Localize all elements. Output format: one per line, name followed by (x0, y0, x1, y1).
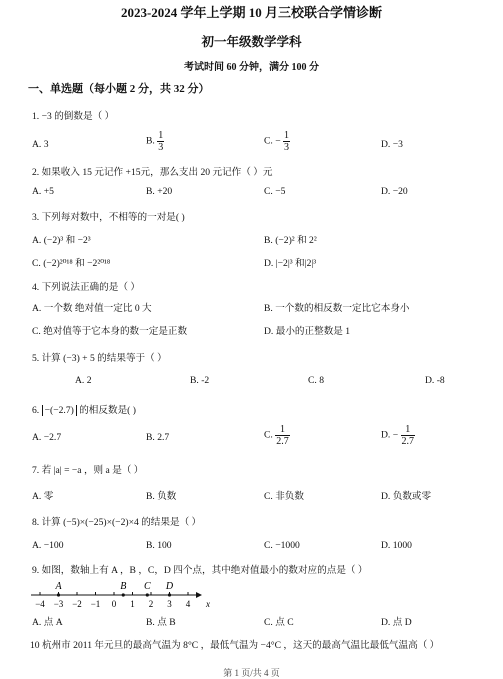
option-c-label: C. (264, 429, 273, 441)
question-text: 的相反数是( ) (79, 405, 136, 416)
fraction-neg-one-over-2-7 (401, 424, 416, 447)
fraction-numerator: 1 (401, 424, 416, 436)
question-9-stem: 9. 如图，数轴上有 A ，B ，C，D 四个点，其中绝对值最小的数对应的点是（ ） (32, 565, 368, 576)
number-line-tick-label: 0 (111, 599, 117, 609)
number-line-point-c (146, 593, 149, 596)
number-line-point-d (168, 593, 171, 596)
exam-title: 2023-2024 学年上学期 10 月三校联合学情诊断 (120, 5, 383, 20)
number-line-point-label: D (165, 581, 174, 592)
question-2-option-d: D. −20 (381, 186, 408, 197)
absolute-value-expression: −(−2.7) (42, 405, 77, 416)
question-6-option-c (264, 424, 290, 447)
question-5-option-a: A. 2 (75, 375, 92, 386)
number-line-point-a (57, 593, 60, 596)
question-6-option-b: B. 2.7 (146, 432, 170, 443)
question-8-option-a: A. −100 (32, 540, 64, 551)
question-5-option-b: B. -2 (190, 375, 210, 386)
question-10-stem: 10 杭州市 2011 年元旦的最高气温为 8°C ，最低气温为 −4°C ，这天的最高气温比最低气温高（ ） (30, 640, 440, 651)
fraction-denominator: 2.7 (401, 436, 415, 447)
question-6-option-a: A. −2.7 (32, 432, 62, 443)
question-4-option-a: A. 一个数 绝对值一定比 0 大 (32, 303, 152, 314)
axis-variable-label: x (206, 599, 210, 609)
question-4-option-d: D. 最小的正整数是 1 (264, 326, 351, 337)
question-4-stem: 4. 下列说法正确的是（ ） (32, 282, 140, 293)
question-3-stem: 3. 下列每对数中，不相等的一对是( ) (32, 212, 185, 223)
question-5-option-c: C. 8 (308, 375, 324, 386)
question-7-option-d: D. 负数或零 (381, 491, 432, 502)
question-7-option-a: A. 零 (32, 491, 54, 502)
question-3-option-d: D. |−2|³ 和|2|³ (264, 258, 317, 269)
number-line-point-label: C (143, 581, 151, 592)
question-2-stem: 2. 如果收入 15 元记作 +15元，那么支出 20 元记作（ ）元 (32, 167, 273, 178)
number-line-figure (28, 578, 218, 612)
number-line-point-b (122, 593, 125, 596)
number-line-point-label: B (120, 581, 127, 592)
question-5-option-d: D. -8 (425, 375, 445, 386)
question-8-option-c: C. −1000 (264, 540, 300, 551)
number-line-tick-label: −4 (35, 599, 45, 609)
number-line-tick-label: −3 (53, 599, 64, 609)
fraction-numerator: 1 (275, 424, 290, 436)
number-line-tick-label: 1 (130, 599, 135, 609)
page-footer: 第 1 页/共 4 页 (223, 668, 280, 678)
question-4-option-b: B. 一个数的相反数一定比它本身小 (264, 303, 410, 314)
question-9-option-b: B. 点 B (146, 617, 176, 628)
number-line-tick-label: 3 (167, 599, 172, 609)
question-3-option-a: A. (−2)³ 和 −2³ (32, 235, 91, 246)
section-heading: 一、单选题（每小题 2 分，共 32 分） (28, 83, 210, 95)
number-line-tick-label: 2 (148, 599, 154, 609)
question-9-option-c: C. 点 C (264, 617, 294, 628)
fraction-numerator: 1 (284, 130, 290, 141)
question-1-option-a: A. 3 (32, 139, 49, 150)
exam-info: 考试时间 60 分钟，满分 100 分 (184, 62, 319, 73)
axis-arrow-icon (196, 592, 202, 598)
question-6-stem (32, 402, 136, 416)
number-line-tick-label: −1 (90, 599, 101, 609)
question-7-option-b: B. 负数 (146, 491, 177, 502)
question-9-option-d: D. 点 D (381, 617, 412, 628)
question-8-option-b: B. 100 (146, 540, 172, 551)
question-1-option-d: D. −3 (381, 139, 403, 150)
number-line-tick-label: −2 (72, 599, 82, 609)
question-5-stem: 5. 计算 (−3) + 5 的结果等于（ ） (32, 353, 167, 364)
question-7-stem: 7. 若 |a| = −a ，则 a 是（ ） (32, 465, 144, 476)
fraction-denominator: 2.7 (276, 436, 289, 447)
question-number: 6. (32, 405, 40, 416)
option-d-label: D. − (381, 429, 399, 441)
fraction-one-over-2-7 (275, 424, 290, 447)
question-7-option-c: C. 非负数 (264, 491, 304, 502)
question-8-option-d: D. 1000 (381, 540, 412, 551)
question-1-stem: 1. −3 的倒数是（ ） (32, 111, 115, 122)
fraction-denominator: 3 (284, 142, 290, 153)
question-9-option-a: A. 点 A (32, 617, 63, 628)
number-line-point-label: A (55, 581, 62, 592)
exam-subtitle: 初一年级数学学科 (201, 35, 302, 49)
question-2-option-c: C. −5 (264, 186, 286, 197)
question-2-option-a: A. +5 (32, 186, 54, 197)
number-line-tick-label: 4 (185, 599, 191, 609)
question-3-option-b: B. (−2)² 和 2² (264, 235, 317, 246)
question-6-option-d (381, 424, 415, 447)
fraction-denominator: 3 (158, 142, 164, 153)
question-3-option-c: C. (−2)²⁰¹⁸ 和 −2²⁰¹⁸ (32, 258, 111, 269)
fraction-one-third (157, 130, 164, 153)
fraction-neg-one-third (283, 130, 290, 153)
question-1-option-c (264, 130, 290, 153)
question-4-option-c: C. 绝对值等于它本身的数一定是正数 (32, 326, 188, 337)
option-c-label: C. − (264, 135, 281, 147)
fraction-numerator: 1 (158, 130, 164, 141)
question-1-option-b (146, 130, 164, 153)
question-8-stem: 8. 计算 (−5)×(−25)×(−2)×4 的结果是（ ） (32, 517, 202, 528)
option-b-label: B. (146, 135, 155, 147)
question-2-option-b: B. +20 (146, 186, 173, 197)
